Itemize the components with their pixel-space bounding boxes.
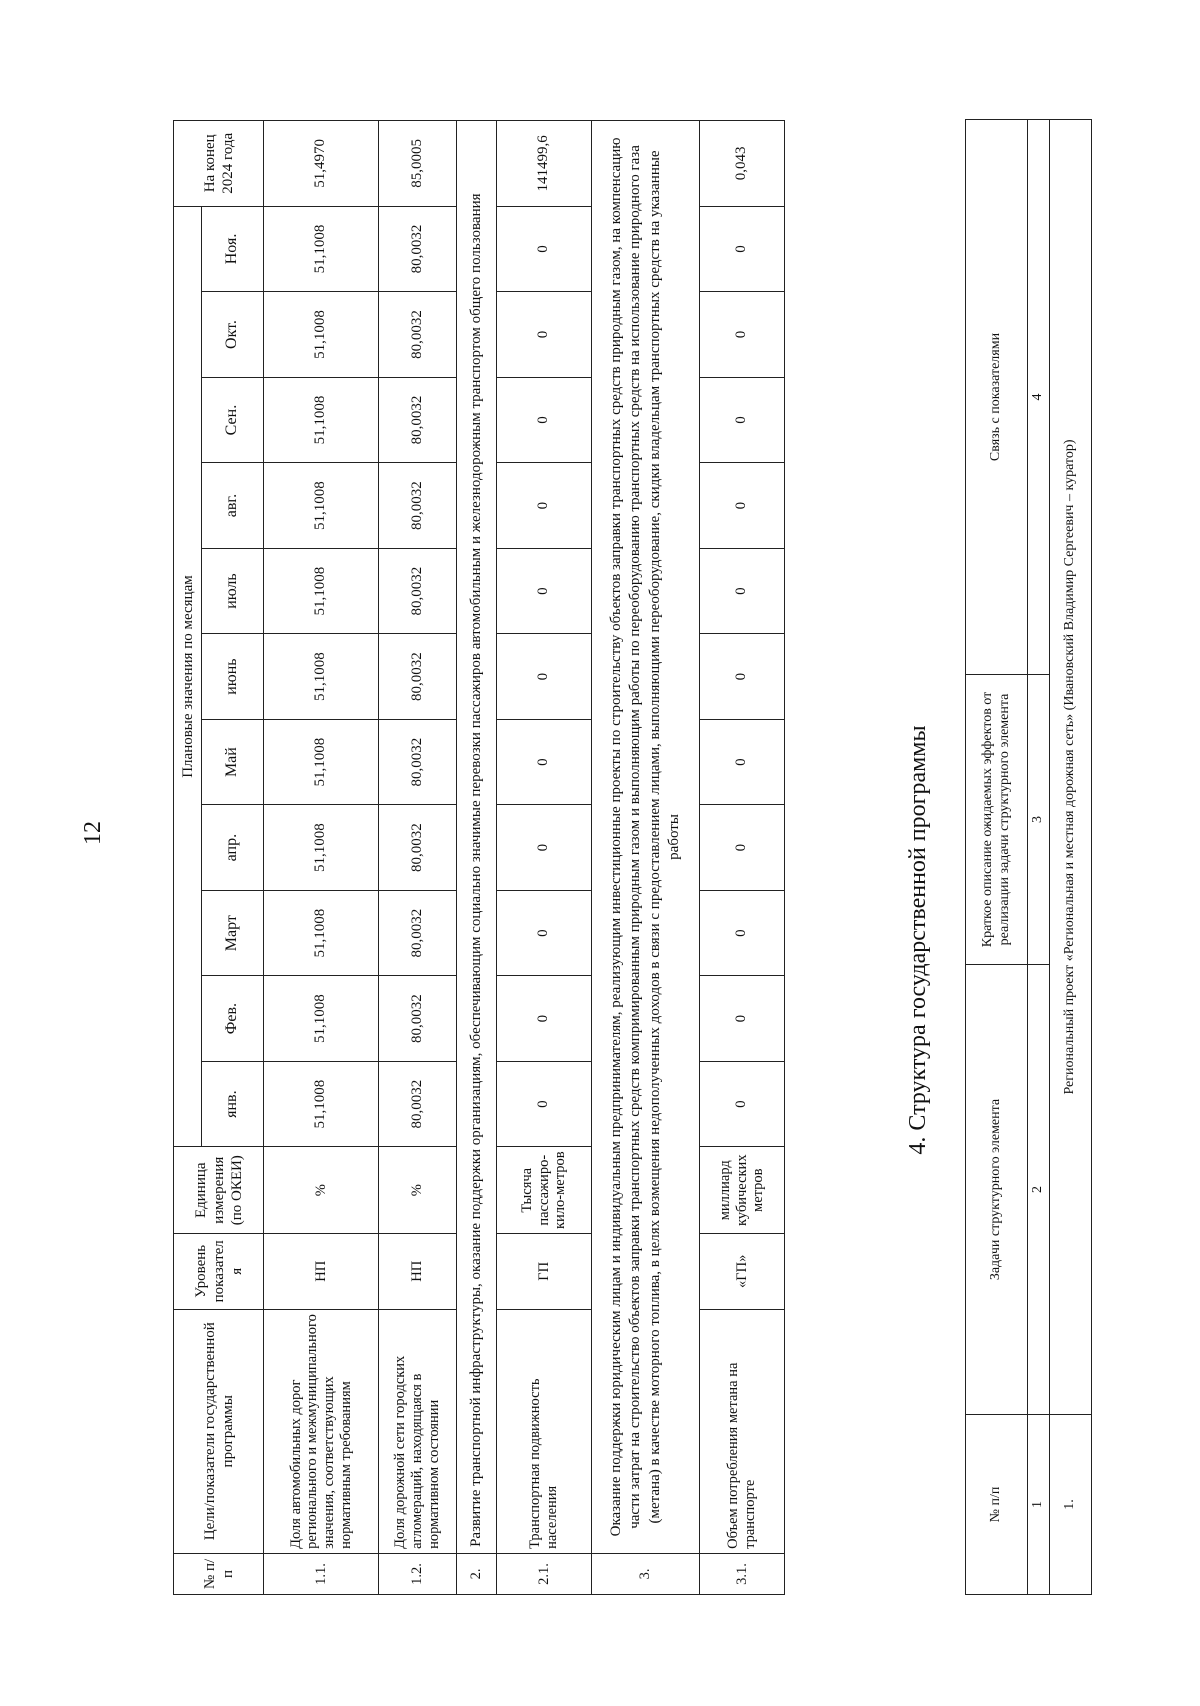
- section-heading: 4. Структура государственной программы: [905, 725, 931, 1155]
- row-value: 0: [700, 1061, 785, 1147]
- row-num: 1.2.: [379, 1553, 457, 1594]
- header-link: Связь с показателями: [966, 120, 1028, 675]
- header-num: № п/п: [966, 1415, 1028, 1595]
- row-value: 0: [700, 890, 785, 976]
- row-value: 51,1008: [264, 206, 379, 292]
- row-value: 80,0032: [379, 719, 457, 805]
- header-goal: Цели/показатели государственной программы: [174, 1309, 264, 1553]
- row-value: 0: [497, 1061, 592, 1147]
- month-header: Сен.: [202, 377, 264, 463]
- column-number-row: [1028, 120, 1050, 1595]
- section-heading-container: [905, 590, 932, 1290]
- row-value: 51,1008: [264, 719, 379, 805]
- row-value: 51,1008: [264, 976, 379, 1062]
- header-level: Уровень показател я: [174, 1234, 264, 1310]
- row-value: 0: [700, 292, 785, 378]
- row-value: 51,1008: [264, 548, 379, 634]
- header-description: Краткое описание ожидаемых эффектов от реализации задачи структурного элемента: [966, 675, 1028, 965]
- row-value: 0: [700, 206, 785, 292]
- row-value: 0: [700, 976, 785, 1062]
- month-header: Фев.: [202, 976, 264, 1062]
- row-value: 51,1008: [264, 634, 379, 720]
- header-year-end: На конец 2024 года: [174, 121, 264, 207]
- row-value: 51,1008: [264, 377, 379, 463]
- row-value: 80,0032: [379, 292, 457, 378]
- header-row: [966, 120, 1028, 1595]
- row-value: 80,0032: [379, 976, 457, 1062]
- row-unit: Тысяча пассажиро-кило-метров: [497, 1147, 592, 1234]
- row-goal: Объем потребления метана на транспорте: [700, 1309, 785, 1553]
- row-value: 80,0032: [379, 377, 457, 463]
- row-year-end: 51,4970: [264, 121, 379, 207]
- row-level: ГП: [497, 1234, 592, 1310]
- table-row: [1049, 120, 1091, 1595]
- row-value: 80,0032: [379, 548, 457, 634]
- row-value: 0: [700, 719, 785, 805]
- month-header: апр.: [202, 805, 264, 891]
- row-value: 0: [497, 292, 592, 378]
- table-row: [379, 121, 457, 1595]
- indicators-table-container: [173, 120, 785, 1595]
- row-num: 1.: [1049, 1415, 1091, 1595]
- column-number: 2: [1028, 965, 1050, 1415]
- header-num: № п/п: [174, 1553, 264, 1594]
- row-value: 51,1008: [264, 805, 379, 891]
- row-num: 2.: [457, 1553, 497, 1594]
- row-level: НП: [264, 1234, 379, 1310]
- row-value: 80,0032: [379, 890, 457, 976]
- row-section-text: Оказание поддержки юридическим лицам и индивидуальным предпринимателям, реализующим инвестиционные проекты по строительству объектов заправки транспортных средств природным газом, на компенсацию части затрат на строительство объектов заправки транспортных средств компримированным природным газом и выполняющим работы по переоборудованию транспортных средств на использование природного газа (метана) в качестве моторного топлива, в целях возмещения недополученных доходов в связи с предоставлением лицами, выполняющими переоборудование, скидки владельцам транспортных средств на указанные работы: [592, 121, 700, 1554]
- page-number: 12: [80, 821, 106, 845]
- month-header: Окт.: [202, 292, 264, 378]
- row-value: 0: [700, 548, 785, 634]
- row-num: 3.: [592, 1553, 700, 1594]
- row-value: 80,0032: [379, 805, 457, 891]
- row-value: 51,1008: [264, 890, 379, 976]
- row-project-text: Региональный проект «Региональная и местная дорожная сеть» (Ивановский Владимир Сергеевич – куратор): [1049, 120, 1091, 1415]
- row-value: 0: [497, 206, 592, 292]
- row-value: 80,0032: [379, 206, 457, 292]
- indicators-table: [173, 120, 785, 1595]
- row-unit: миллиард кубических метров: [700, 1147, 785, 1234]
- row-value: 0: [497, 805, 592, 891]
- table-row-section: [592, 121, 700, 1595]
- row-value: 0: [497, 377, 592, 463]
- row-num: 3.1.: [700, 1553, 785, 1594]
- row-year-end: 141499,6: [497, 121, 592, 207]
- month-header: янв.: [202, 1061, 264, 1147]
- table-row: [497, 121, 592, 1595]
- month-header: Май: [202, 719, 264, 805]
- row-value: 0: [497, 719, 592, 805]
- month-header: Ноя.: [202, 206, 264, 292]
- row-value: 0: [497, 634, 592, 720]
- row-value: 0: [700, 463, 785, 549]
- structure-table-container: [965, 120, 1092, 1595]
- row-value: 0: [700, 377, 785, 463]
- row-unit: %: [379, 1147, 457, 1234]
- row-value: 0: [497, 890, 592, 976]
- month-header: авг.: [202, 463, 264, 549]
- row-value: 51,1008: [264, 463, 379, 549]
- header-row: [174, 121, 202, 1595]
- column-number: 4: [1028, 120, 1050, 675]
- row-num: 1.1.: [264, 1553, 379, 1594]
- month-header: июнь: [202, 634, 264, 720]
- row-value: 80,0032: [379, 1061, 457, 1147]
- row-section-text: Развитие транспортной инфраструктуры, оказание поддержки организациям, обеспечивающим социально значимые перевозки пассажиров автомобильным и железнодорожным транспортом общего пользования: [457, 121, 497, 1554]
- column-number: 1: [1028, 1415, 1050, 1595]
- table-row-section: [457, 121, 497, 1595]
- row-num: 2.1.: [497, 1553, 592, 1594]
- row-value: 51,1008: [264, 1061, 379, 1147]
- month-header: Март: [202, 890, 264, 976]
- row-value: 51,1008: [264, 292, 379, 378]
- row-goal: Доля дорожной сети городских агломераций, находящаяся в нормативном состоянии: [379, 1309, 457, 1553]
- row-value: 80,0032: [379, 463, 457, 549]
- row-unit: %: [264, 1147, 379, 1234]
- month-header: июль: [202, 548, 264, 634]
- header-unit: Единица измерения (по ОКЕИ): [174, 1147, 264, 1234]
- row-goal: Доля автомобильных дорог регионального и межмуниципального значения, соответствующих нормативным требованиям: [264, 1309, 379, 1553]
- row-year-end: 0,043: [700, 121, 785, 207]
- row-level: «ГП»: [700, 1234, 785, 1310]
- header-tasks: Задачи структурного элемента: [966, 965, 1028, 1415]
- column-number: 3: [1028, 675, 1050, 965]
- header-plan-group: Плановые значения по месяцам: [174, 206, 202, 1147]
- row-year-end: 85,0005: [379, 121, 457, 207]
- row-value: 0: [700, 634, 785, 720]
- table-row: [264, 121, 379, 1595]
- table-row: [700, 121, 785, 1595]
- structure-table: [965, 119, 1092, 1595]
- row-level: НП: [379, 1234, 457, 1310]
- row-value: 0: [497, 548, 592, 634]
- row-value: 0: [497, 463, 592, 549]
- row-value: 0: [700, 805, 785, 891]
- row-value: 0: [497, 976, 592, 1062]
- row-value: 80,0032: [379, 634, 457, 720]
- row-goal: Транспортная подвижность населения: [497, 1309, 592, 1553]
